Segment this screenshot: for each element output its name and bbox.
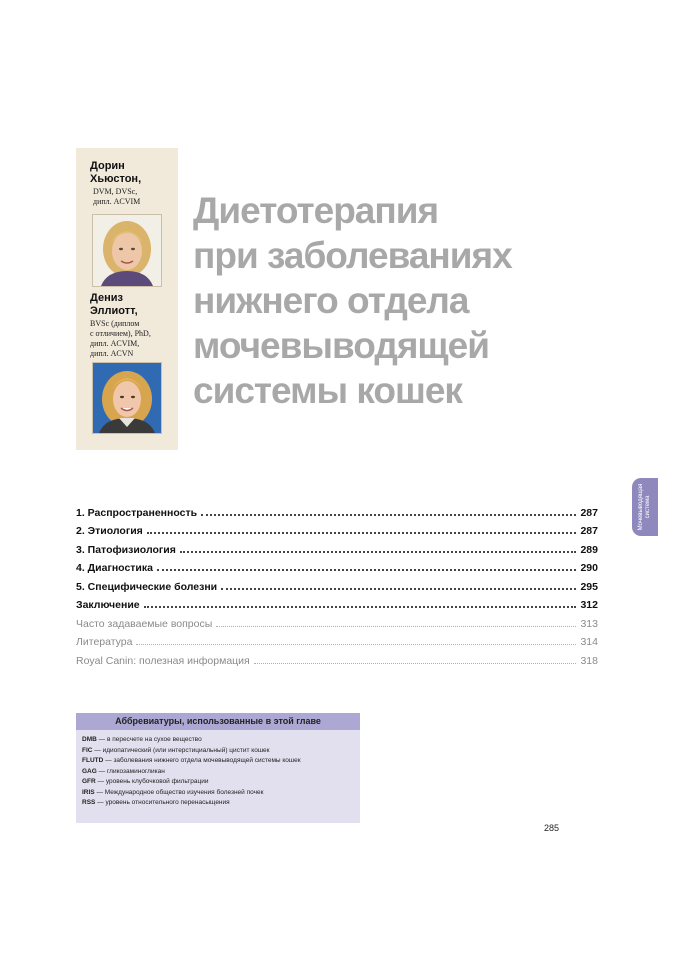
abbreviation-item: RSS — уровень относительного перенасыщения <box>82 799 230 806</box>
abbreviation-item: GAG — гликозаминогликан <box>82 767 165 775</box>
toc-leader-dots <box>157 569 576 571</box>
toc-leader-dots <box>221 588 576 590</box>
author-2-credentials: BVSc (диплом с отличием), PhD, дипл. ACVIM, дипл. ACVN <box>90 319 151 358</box>
toc-entry-label: 1. Распространенность <box>76 506 198 519</box>
toc-leader-dots <box>180 551 577 553</box>
toc-entry-label: 3. Патофизиология <box>76 543 176 556</box>
author-2-photo <box>92 362 162 434</box>
toc-entry[interactable] <box>76 500 598 519</box>
title-line: нижнего отдела <box>193 280 469 321</box>
toc-entry-label: Литература <box>76 636 133 648</box>
toc-entry-label: 2. Этиология <box>76 525 143 537</box>
toc-entry-page: 312 <box>580 599 598 611</box>
author-1-name: Дорин Хьюстон, <box>90 160 142 185</box>
abbreviation-code: DMB <box>82 736 97 743</box>
abbreviation-description: в пересчете на сухое вещество <box>106 736 202 743</box>
abbreviation-item: DMB — в пересчете на сухое вещество <box>82 736 202 743</box>
toc-entry-page: 287 <box>580 506 598 519</box>
toc-entry-page: 314 <box>580 636 598 648</box>
toc-entry[interactable] <box>76 648 598 667</box>
section-side-tab <box>632 478 658 536</box>
toc-entry[interactable] <box>76 537 598 556</box>
table-of-contents <box>76 500 598 667</box>
author-1-photo <box>92 214 162 287</box>
toc-entry[interactable] <box>76 574 598 593</box>
abbreviation-code: FIC <box>82 746 93 754</box>
toc-entry-page: 289 <box>580 543 598 556</box>
abbreviation-item: FIC — идиопатический (или интерстициальный) цистит кошек <box>82 746 270 754</box>
toc-entry-page: 295 <box>580 580 598 593</box>
abbreviation-description: заболевания нижнего отдела мочевыводящей системы кошек <box>113 757 301 764</box>
toc-entry[interactable] <box>76 611 598 630</box>
abbreviation-description: уровень клубочковой фильтрации <box>105 778 209 785</box>
abbreviations-box <box>76 713 360 823</box>
toc-leader-dots <box>144 606 577 608</box>
side-tab-label: Мочевыводящая система <box>638 483 651 531</box>
toc-entry-label: Royal Canin: полезная информация <box>76 654 250 667</box>
toc-entry[interactable] <box>76 519 598 538</box>
author-1-credentials: DVM, DVSc, дипл. ACVIM <box>93 187 141 206</box>
toc-entry[interactable] <box>76 593 598 612</box>
chapter-title <box>193 188 553 413</box>
toc-entry-label: Заключение <box>76 599 140 611</box>
author-2-name: Дениз Эллиотт, <box>90 292 138 317</box>
abbreviation-code: GAG <box>82 767 97 775</box>
toc-leader-dots <box>147 532 577 534</box>
toc-entry[interactable] <box>76 556 598 575</box>
abbreviation-item: GFR — уровень клубочковой фильтрации <box>82 778 209 785</box>
abbreviation-description: гликозаминогликан <box>106 767 165 775</box>
abbreviation-code: FLUTD <box>82 757 104 764</box>
title-line: мочевыводящей <box>193 325 489 366</box>
author-panel <box>76 148 178 450</box>
abbreviation-code: RSS <box>82 799 96 806</box>
toc-entry-page: 318 <box>580 654 598 667</box>
title-line: системы кошек <box>193 370 462 411</box>
page-number: 285 <box>544 823 560 833</box>
toc-leader-dots <box>216 626 576 627</box>
abbreviation-code: GFR <box>82 778 96 785</box>
abbreviations-heading: Аббревиатуры, использованные в этой главе <box>76 713 360 730</box>
abbreviation-item: FLUTD — заболевания нижнего отдела мочевыводящей системы кошек <box>82 757 301 764</box>
abbreviation-description: идиопатический (или интерстициальный) цистит кошек <box>102 746 270 754</box>
abbreviation-code: IRIS <box>82 788 95 796</box>
toc-entry-page: 287 <box>580 525 598 537</box>
title-line: Диетотерапия <box>193 190 439 231</box>
toc-entry-label: 5. Специфические болезни <box>76 580 218 593</box>
title-line: при заболеваниях <box>193 235 512 276</box>
abbreviation-description: уровень относительного перенасыщения <box>105 799 230 806</box>
toc-leader-dots <box>136 644 576 645</box>
abbreviations-list <box>76 730 360 809</box>
toc-leader-dots <box>201 514 576 516</box>
abbreviation-description: Международное общество изучения болезней почек <box>104 788 264 796</box>
toc-entry[interactable] <box>76 630 598 649</box>
toc-leader-dots <box>254 663 577 664</box>
toc-entry-page: 290 <box>580 562 598 574</box>
abbreviation-item: IRIS — Международное общество изучения болезней почек <box>82 788 264 796</box>
toc-entry-page: 313 <box>580 617 598 630</box>
toc-entry-label: Часто задаваемые вопросы <box>76 617 213 630</box>
toc-entry-label: 4. Диагностика <box>76 562 153 574</box>
